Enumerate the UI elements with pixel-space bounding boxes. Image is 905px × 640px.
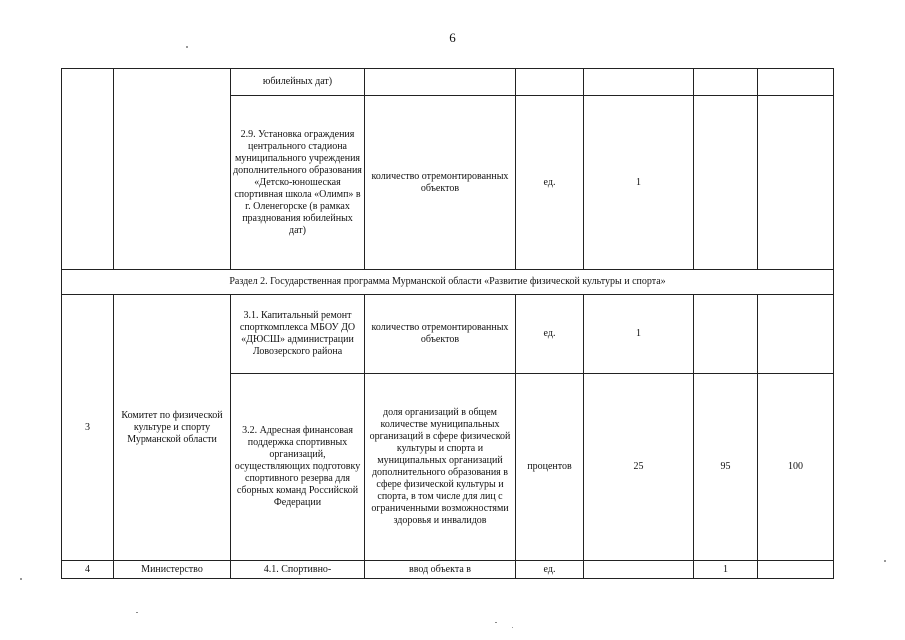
value-cell-3: 100 bbox=[758, 374, 834, 561]
task-cell: юбилейных дат) bbox=[231, 69, 365, 96]
indicator-cell bbox=[365, 69, 516, 96]
executor-cell bbox=[114, 69, 231, 270]
scan-speck bbox=[512, 627, 513, 628]
task-cell: 3.1. Капитальный ремонт спорткомплекса МБОУ ДО «ДЮСШ» администрации Ловозерского района bbox=[231, 295, 365, 374]
indicator-cell: количество отремонтированных объектов bbox=[365, 96, 516, 270]
executor-cell: Комитет по физической культуре и спорту Мурманской области bbox=[114, 295, 231, 561]
unit-cell bbox=[516, 69, 584, 96]
scan-speck bbox=[186, 46, 188, 48]
value-cell-3 bbox=[758, 295, 834, 374]
scan-speck bbox=[884, 560, 886, 562]
table-row bbox=[62, 561, 834, 579]
task-cell: 3.2. Адресная финансовая поддержка спортивных организаций, осуществляющих подготовку спортивного резерва для сборных команд Российской Федерации bbox=[231, 374, 365, 561]
value-cell-1 bbox=[584, 561, 694, 579]
indicator-cell: доля организаций в общем количестве муниципальных организаций в сфере физической культуры и спорта и муниципальных организаций дополнительного образования в сфере физической культуры и спорта, в том числе для лиц с ограниченными возможностями здоровья и инвалидов bbox=[365, 374, 516, 561]
row-number-cell: 3 bbox=[62, 295, 114, 561]
indicator-cell: ввод объекта в bbox=[365, 561, 516, 579]
table-row bbox=[62, 69, 834, 96]
scan-speck bbox=[20, 578, 22, 580]
task-cell: 4.1. Спортивно- bbox=[231, 561, 365, 579]
unit-cell: ед. bbox=[516, 96, 584, 270]
unit-cell: ед. bbox=[516, 295, 584, 374]
value-cell-3 bbox=[758, 69, 834, 96]
indicator-cell: количество отремонтированных объектов bbox=[365, 295, 516, 374]
value-cell-2 bbox=[694, 69, 758, 96]
task-cell: 2.9. Установка ограждения центрального стадиона муниципального учреждения дополнительного образования «Детско-юношеская спортивная школа «Олимп» в г. Оленегорске (в рамках празднования юбилейных дат) bbox=[231, 96, 365, 270]
value-cell-1: 25 bbox=[584, 374, 694, 561]
value-cell-2: 1 bbox=[694, 561, 758, 579]
value-cell-1 bbox=[584, 69, 694, 96]
value-cell-2 bbox=[694, 96, 758, 270]
executor-cell: Министерство bbox=[114, 561, 231, 579]
value-cell-3 bbox=[758, 561, 834, 579]
value-cell-1: 1 bbox=[584, 96, 694, 270]
scan-speck bbox=[136, 612, 138, 613]
section-row bbox=[62, 270, 834, 295]
value-cell-2: 95 bbox=[694, 374, 758, 561]
unit-cell: ед. bbox=[516, 561, 584, 579]
program-indicators-table bbox=[61, 68, 834, 579]
value-cell-3 bbox=[758, 96, 834, 270]
row-number-cell bbox=[62, 69, 114, 270]
unit-cell: процентов bbox=[516, 374, 584, 561]
page-number: 6 bbox=[449, 30, 456, 45]
scan-speck bbox=[495, 622, 497, 623]
value-cell-1: 1 bbox=[584, 295, 694, 374]
section-title: Раздел 2. Государственная программа Мурманской области «Развитие физической культуры и спорта» bbox=[62, 270, 834, 295]
table-row bbox=[62, 295, 834, 374]
value-cell-2 bbox=[694, 295, 758, 374]
row-number-cell: 4 bbox=[62, 561, 114, 579]
